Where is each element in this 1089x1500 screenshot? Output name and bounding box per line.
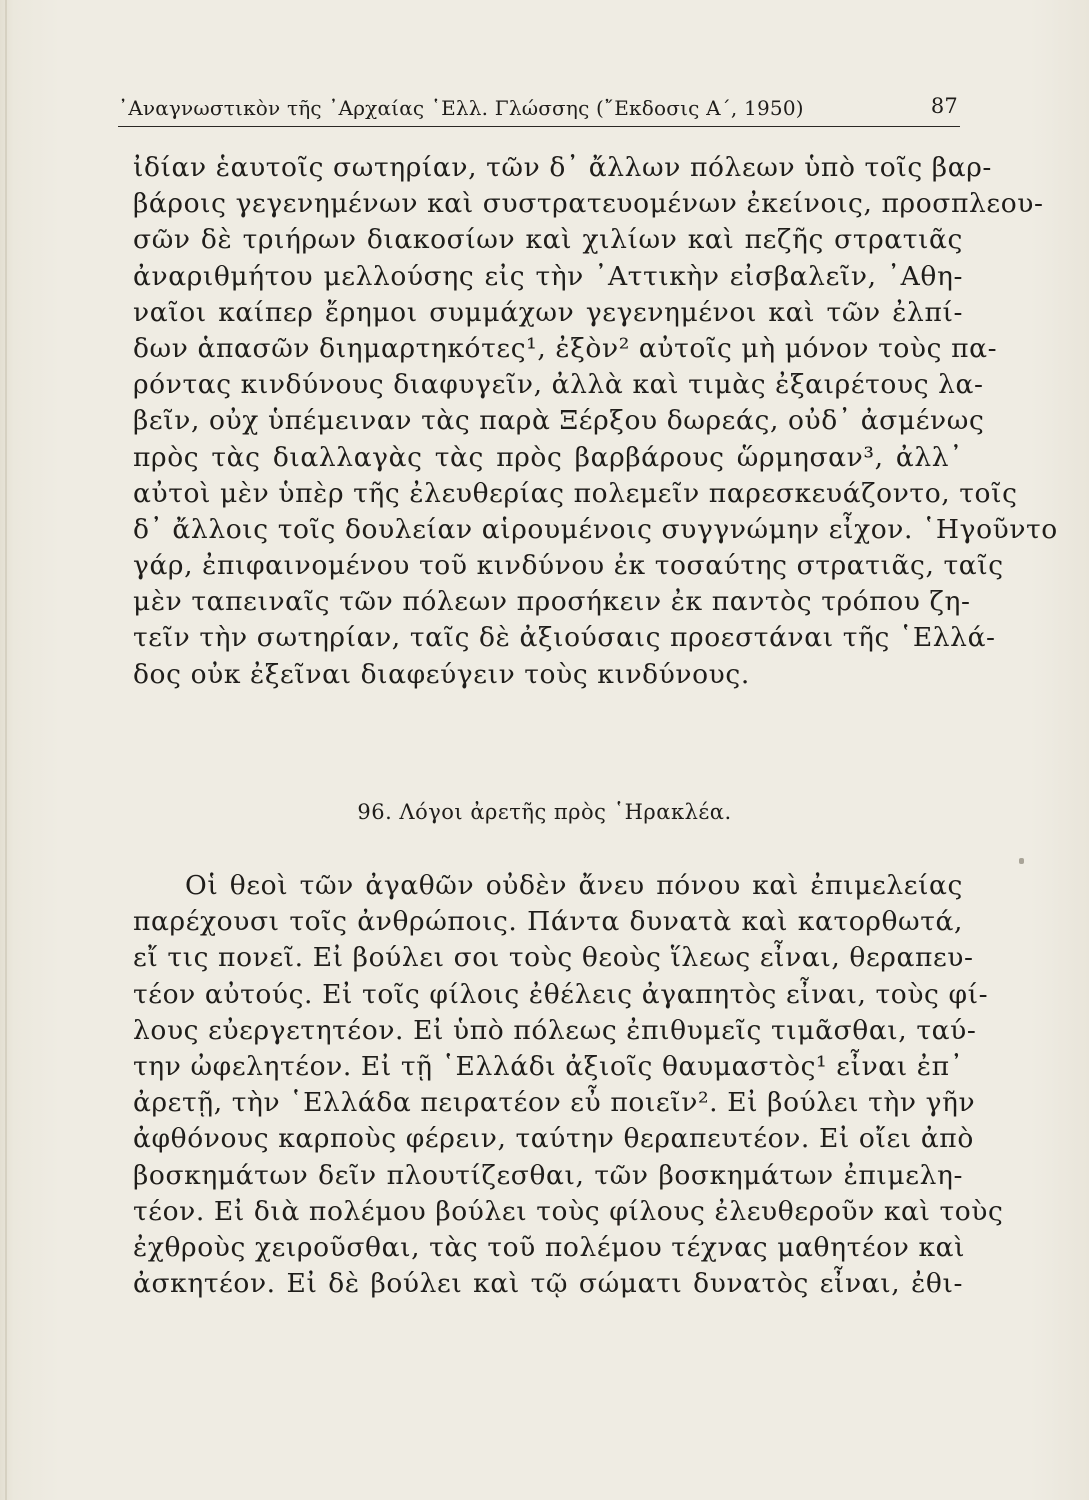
text-line: δων ἁπασῶν διημαρτηκότες¹, ἐξὸν² αὐτοῖς μὴ μόνον τοὺς πα- (133, 332, 998, 364)
page-number: 87 (930, 94, 958, 118)
text-line: λους εὐεργετητέον. Εἰ ὑπὸ πόλεως ἐπιθυμεῖς τιμᾶσθαι, ταύ- (133, 1014, 977, 1046)
text-line: ἀφθόνους καρποὺς φέρειν, ταύτην θεραπευτέον. Εἰ οἴει ἀπὸ (133, 1123, 974, 1155)
text-line: ἐχθροὺς χειροῦσθαι, τὰς τοῦ πολέμου τέχνας μαθητέον καὶ (133, 1231, 966, 1263)
text-line: ρόντας κινδύνους διαφυγεῖν, ἀλλὰ καὶ τιμὰς ἐξαιρέτους λα- (133, 369, 984, 401)
text-line: βάροις γεγενημένων καὶ συστρατευομένων ἐκείνοις, προσπλεου- (133, 188, 1044, 220)
text-line: δ᾿ ἄλλοις τοῖς δουλείαν αἱρουμένοις συγγνώμην εἶχον. ῾Ηγοῦντο (133, 513, 1058, 545)
text-line: τέον. Εἰ διὰ πολέμου βούλει τοὺς φίλους ἐλευθεροῦν καὶ τοὺς (133, 1195, 1004, 1227)
text-line: ἰδίαν ἑαυτοῖς σωτηρίαν, τῶν δ᾿ ἄλλων πόλεων ὑπὸ τοῖς βαρ- (133, 152, 992, 183)
text-line: την ὠφελητέον. Εἰ τῇ ῾Ελλάδι ἀξιοῖς θαυμαστὸς¹ εἶναι ἐπ᾿ (133, 1050, 964, 1082)
text-line: σῶν δὲ τριήρων διακοσίων καὶ χιλίων καὶ πεζῆς στρατιᾶς (133, 224, 963, 256)
running-title: ᾿Αναγνωστικὸν τῆς ᾿Αρχαίας ῾Ελλ. Γλώσσης (῎Εκδοσις Α΄, 1950) (118, 96, 804, 120)
paper-speck (1019, 858, 1024, 864)
text-line: πρὸς τὰς διαλλαγὰς τὰς πρὸς βαρβάρους ὥρμησαν³, ἀλλ᾿ (133, 441, 963, 473)
text-line: τέον αὐτούς. Εἰ τοῖς φίλοις ἐθέλεις ἀγαπητὸς εἶναι, τοὺς φί- (133, 978, 989, 1010)
running-header (118, 92, 960, 127)
text-line: ναῖοι καίπερ ἔρημοι συμμάχων γεγενημένοι καὶ τῶν ἐλπί- (133, 296, 963, 328)
text-line: αὐτοὶ μὲν ὑπὲρ τῆς ἐλευθερίας πολεμεῖν παρεσκευάζοντο, τοῖς (133, 477, 1018, 509)
text-line: εἴ τις πονεῖ. Εἰ βούλει σοι τοὺς θεοὺς ἵλεως εἶναι, θεραπευ- (133, 942, 974, 974)
paragraph-continued (133, 150, 1058, 693)
text-line: ἀσκητέον. Εἰ δὲ βούλει καὶ τῷ σώματι δυνατὸς εἶναι, ἐθι- (133, 1268, 963, 1300)
text-line: τεῖν τὴν σωτηρίαν, ταῖς δὲ ἀξιούσαις προεστάναι τῆς ῾Ελλά- (133, 622, 996, 654)
text-line: βεῖν, οὐχ ὑπέμειναν τὰς παρὰ Ξέρξου δωρεάς, οὐδ᾿ ἀσμένως (133, 405, 985, 437)
text-line: Οἱ θεοὶ τῶν ἀγαθῶν οὐδὲν ἄνευ πόνου καὶ ἐπιμελείας (185, 870, 963, 901)
text-line: μὲν ταπειναῖς τῶν πόλεων προσήκειν ἐκ παντὸς τρόπου ζη- (133, 586, 971, 618)
text-line: βοσκημάτων δεῖν πλουτίζεσθαι, τῶν βοσκημάτων ἐπιμελη- (133, 1159, 963, 1191)
text-line: ἀναριθμήτου μελλούσης εἰς τὴν ᾿Αττικὴν εἰσβαλεῖν, ᾿Αθη- (133, 260, 963, 292)
section-heading: 96. Λόγοι ἀρετῆς πρὸς ῾Ηρακλέα. (357, 800, 732, 824)
text-line: παρέχουσι τοῖς ἀνθρώποις. Πάντα δυνατὰ καὶ κατορθωτά, (133, 906, 963, 938)
text-line: δος οὐκ ἐξεῖναι διαφεύγειν τοὺς κινδύνους. (133, 658, 750, 690)
text-line: ἀρετῇ, τὴν ῾Ελλάδα πειρατέον εὖ ποιεῖν². Εἰ βούλει τὴν γῆν (133, 1087, 976, 1119)
page-edge-shadow (5, 0, 7, 1500)
text-line: γάρ, ἐπιφαινομένου τοῦ κινδύνου ἐκ τοσαύτης στρατιᾶς, ταῖς (133, 550, 1004, 582)
section-paragraph (133, 868, 1004, 1302)
